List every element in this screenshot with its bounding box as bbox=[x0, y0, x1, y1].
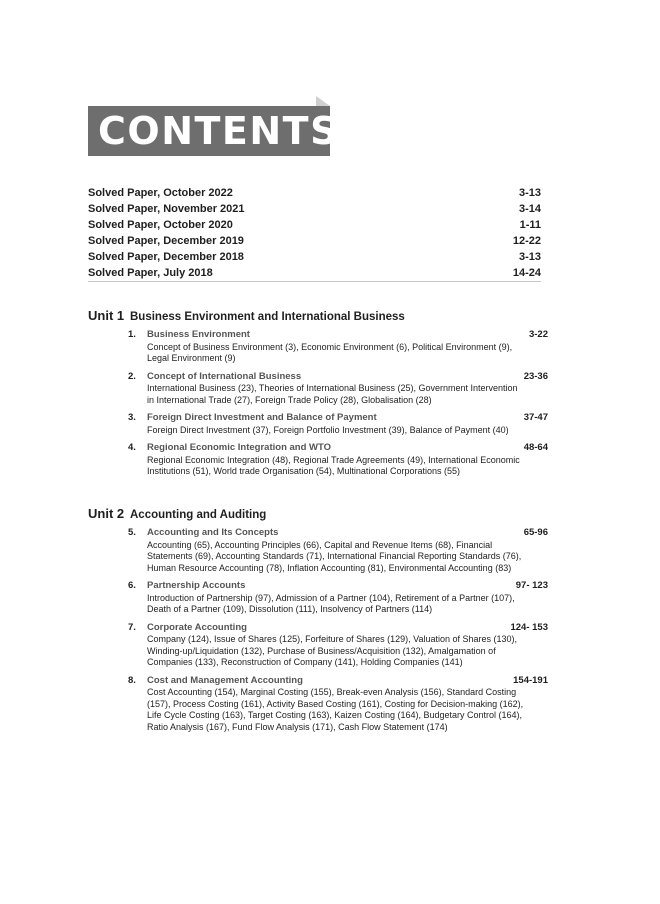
chapter-topics: Accounting (65), Accounting Principles (66), Capital and Revenue Items (68), Financial Statements (69), Accounting Standards (71), International Financial Reporting Standards (76), Human Resource Accounting (78), Inflation Accounting (81), Environmental Accounting (83) bbox=[147, 539, 522, 573]
chapter-number: 7. bbox=[128, 621, 136, 633]
unit-heading bbox=[88, 308, 548, 323]
chapter-entry[interactable] bbox=[128, 675, 548, 734]
chapter-number: 5. bbox=[128, 527, 136, 538]
chapter-pages: 97- 123 bbox=[515, 580, 548, 591]
paper-title: Solved Paper, October 2020 bbox=[88, 219, 233, 231]
unit-title: Accounting and Auditing bbox=[130, 509, 267, 521]
chapter-title: Concept of International Business bbox=[147, 370, 302, 382]
chapter-entry[interactable] bbox=[128, 329, 548, 365]
chapter-topics: Company (124), Issue of Shares (125), Forfeiture of Shares (129), Valuation of Shares (130), Winding-up/Liquidation (132), Purchase of Business/Acquisition (132), Amalgamation of Companies (133), Reconstruction of Company (141), Holding Companies (141) bbox=[147, 634, 518, 667]
chapter-topics: Regional Economic Integration (48), Regional Trade Agreements (49), International Economic Institutions (51), World trade Organisation (54), Multinational Corporations (55) bbox=[147, 454, 520, 476]
chapter-entry[interactable] bbox=[128, 442, 548, 478]
chapter-title: Cost and Management Accounting bbox=[147, 674, 303, 686]
chapter-pages: 37-47 bbox=[523, 412, 548, 423]
section-divider bbox=[88, 281, 541, 282]
list-item[interactable] bbox=[88, 217, 541, 233]
unit-section-2 bbox=[88, 506, 548, 733]
solved-papers-list bbox=[88, 185, 541, 281]
unit-title: Business Environment and International Business bbox=[130, 311, 405, 323]
chapter-number: 4. bbox=[128, 442, 136, 453]
chapter-entry[interactable] bbox=[128, 412, 548, 436]
chapter-topics: Introduction of Partnership (97), Admission of a Partner (104), Retirement of a Partner (107), Death of a Partner (109), Dissolution (111), Insolvency of Partners (114) bbox=[147, 592, 515, 614]
chapter-pages: 124- 153 bbox=[510, 621, 548, 633]
chapter-topics: Cost Accounting (154), Marginal Costing (155), Break-even Analysis (156), Standard Costing (157), Process Costing (161), Activity Based Costing (161), Costing for Decision-making (162), Life Cycle Costing (163), Target Costing (163), Kaizen Costing (164), Budgetary Control (164), Ratio Analysis (167), Fund Flow Analysis (171), Cash Flow Statement (174) bbox=[147, 687, 524, 732]
chapter-entry[interactable] bbox=[128, 371, 548, 407]
list-item[interactable] bbox=[88, 201, 541, 217]
chapter-title: Business Environment bbox=[147, 329, 250, 340]
paper-title: Solved Paper, November 2021 bbox=[88, 203, 245, 215]
chapter-title: Corporate Accounting bbox=[147, 621, 247, 633]
list-item[interactable] bbox=[88, 233, 541, 249]
paper-title: Solved Paper, December 2018 bbox=[88, 251, 244, 263]
chapter-pages: 65-96 bbox=[523, 527, 548, 538]
chapter-number: 3. bbox=[128, 412, 136, 423]
paper-title: Solved Paper, July 2018 bbox=[88, 267, 213, 279]
paper-pages: 3-13 bbox=[518, 251, 541, 263]
unit-number: Unit 1 bbox=[88, 308, 125, 323]
list-item[interactable] bbox=[88, 249, 541, 265]
chapter-pages: 3-22 bbox=[528, 329, 548, 340]
chapter-pages: 48-64 bbox=[523, 442, 548, 453]
chapter-topics: Foreign Direct Investment (37), Foreign Portfolio Investment (39), Balance of Payment (40) bbox=[147, 424, 509, 435]
chapter-entry[interactable] bbox=[128, 622, 548, 669]
unit-heading bbox=[88, 506, 548, 521]
list-item[interactable] bbox=[88, 265, 541, 281]
chapter-topics: Concept of Business Environment (3), Economic Environment (6), Political Environment (9), Legal Environment (9) bbox=[147, 341, 513, 363]
chapter-entry[interactable] bbox=[128, 580, 548, 616]
chapter-number: 2. bbox=[128, 370, 136, 382]
paper-pages: 3-14 bbox=[518, 203, 541, 215]
chapter-title: Regional Economic Integration and WTO bbox=[147, 442, 332, 453]
list-item[interactable] bbox=[88, 185, 541, 201]
chapter-topics: International Business (23), Theories of International Business (25), Government Intervention in International Trade (27), Foreign Trade Policy (28), Globalisation (28) bbox=[147, 383, 518, 405]
chapter-number: 1. bbox=[128, 329, 136, 340]
unit-number: Unit 2 bbox=[88, 506, 125, 521]
banner-fold-corner bbox=[316, 96, 330, 106]
chapter-number: 6. bbox=[128, 580, 136, 591]
paper-title: Solved Paper, October 2022 bbox=[88, 187, 233, 199]
chapter-title: Partnership Accounts bbox=[147, 580, 246, 591]
contents-title: CONTENTS bbox=[88, 106, 330, 156]
paper-pages: 1-11 bbox=[519, 219, 541, 231]
chapter-number: 8. bbox=[128, 674, 136, 686]
paper-pages: 3-13 bbox=[518, 187, 541, 199]
chapter-title: Accounting and Its Concepts bbox=[147, 527, 279, 538]
unit-section-1 bbox=[88, 308, 548, 478]
paper-pages: 12-22 bbox=[512, 235, 541, 247]
paper-title: Solved Paper, December 2019 bbox=[88, 235, 244, 247]
chapter-entry[interactable] bbox=[128, 527, 548, 574]
paper-pages: 14-24 bbox=[512, 267, 541, 279]
chapter-pages: 154-191 bbox=[513, 674, 548, 686]
chapter-pages: 23-36 bbox=[523, 370, 548, 382]
chapter-title: Foreign Direct Investment and Balance of Payment bbox=[147, 412, 377, 423]
